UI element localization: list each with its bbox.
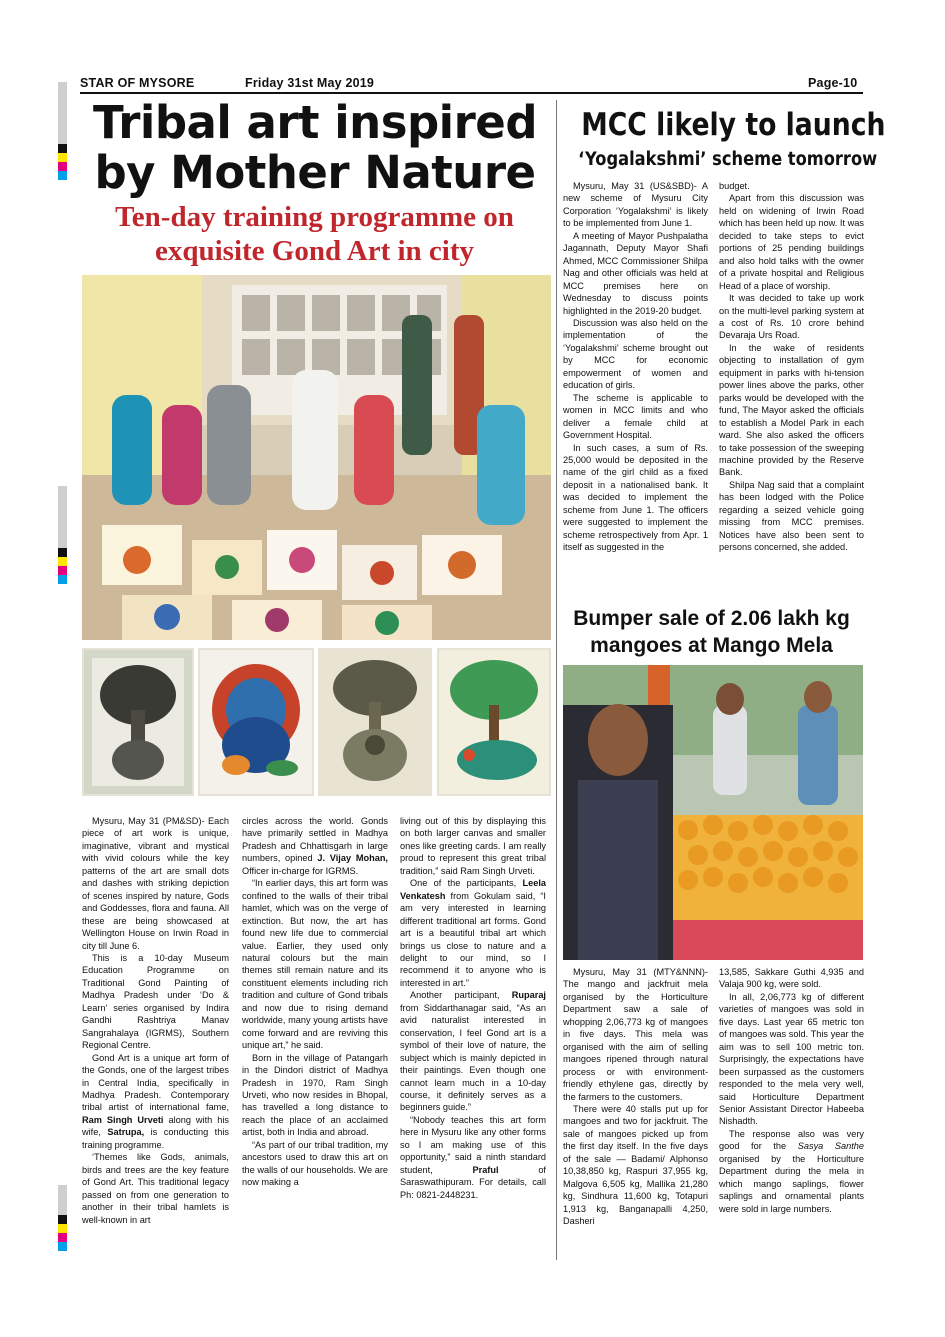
registration-band: [58, 82, 67, 144]
mango-mela-photo: [563, 665, 863, 960]
publication-name: STAR OF MYSORE: [80, 76, 195, 90]
page-number: Page-10: [808, 76, 858, 90]
gond-painting-1: [82, 648, 194, 796]
header-rule: [80, 92, 863, 94]
registration-band: [58, 486, 67, 548]
article1-column-2: circles across the world. Gonds have primarily settled in Madhya Pradesh and Chhattisgarh in large numbers, opined J. Vijay Mohan, Officer in-charge for IGRMS. “In earlier days, this art form was confined to the walls of their tribal hamlet, which was on the verge of extinction. But now, the art has found new life due to commercial value. Earlier, they used only natural colours but the main themes still remain nature and its constituent elements including rich tradition and culture of Gond tribals and now due to rising demand worldwide, many young artists have come forward and are reviving this unique art,” he said. Born in the village of Patangarh in the Dindori district of Madhya Pradesh in 1970, Ram Singh Urveti, who now resides in Bhopal, has travelled a long distance to reach the place of an acclaimed artist, both in India and abroad. “As part of our tribal tradition, my ancestors used to draw this art on the walls of our households. We are now making a: [242, 816, 388, 1188]
gond-painting-2: [198, 648, 314, 796]
article3-column-2: 13,585, Sakkare Guthi 4,935 and Valaja 900 kg, were sold. In all, 2,06,773 kg of different varieties of mangoes was sold in five days. Last year 65 metric ton of mangoes was sold. This year the aim was to sell 100 metric ton. Surprisingly, the expectations have been surpassed as the customers responded to the mela very well, said Horticulture Department Senior Assistant Director Habeeba Nishadth. The response also was very good for the Sasya Santhe organised by the Horticulture Department during the mela in which mango saplings, flower saplings and ornamental plants were sold in large numbers.: [719, 967, 864, 1214]
registration-mark: [58, 548, 67, 584]
article1-subhead: Ten-day training programme on exquisite Gond Art in city: [115, 201, 514, 267]
article1-column-1: Mysuru, May 31 (PM&SD)- Each piece of art work is unique, imaginative, vibrant and mystical with vivid colours while the key patterns of the art are small dots and dashes with striking depiction of scenes inspired by nature, Gods and Goddesses, flora and fauna. All these are being showcased at Wellington House on Irwin Road in city till June 6. This is a 10-day Museum Education Programme on Traditional Gond Painting of Madhya Pradesh under ‘Do & Learn’ series organised by Indira Gandhi Rashtriya Manav Sangrahalaya (IGRMS), Southern Regional Centre. Gond Art is a unique art form of the Gonds, one of the largest tribes in Central India, specifically in Madhya Pradesh. Contemporary tribal artist of international fame, Ram Singh Urveti along with his wife, Satrupa, is conducting this training programme. ‘Themes like Gods, animals, birds and trees are the key feature of Gond Art. This traditional legacy passed on from one generation to another in their tribal hamlets is well-known in art: [82, 816, 229, 1225]
article1-column-3: living out of this by displaying this on both larger canvas and smaller ones like greeting cards. I am really proud to represent this great tribal tradition,” said Ram Singh Urveti. One of the participants, Leela Venkatesh from Gokulam said, “I am very interested in learning different traditional art forms. Gond art is a beautiful tribal art which brings us close to nature and a delight to our mind, so I recommend it to anyone who is interested in art.” Another participant, Ruparaj from Siddarthanagar said, “As an avid naturalist interested in conservation, I feel Gond art is a symbol of their love of nature, the subject which is mainly depicted in their paintings. Even though one cannot learn much in a 10-day course, it definitely serves as a beginners guide.” “Nobody teaches this art form here in Mysuru like any other forms so I am making use of this opportunity,” said a ninth standard student, Praful of Saraswathipuram. For details, call Ph: 0821-2448231.: [400, 816, 546, 1200]
workshop-photo: [82, 275, 551, 640]
column-divider: [556, 100, 557, 1260]
issue-date: Friday 31st May 2019: [245, 76, 375, 90]
article2-headline: MCC likely to launch: [581, 107, 886, 143]
article2-subhead: ‘Yogalakshmi’ scheme tomorrow: [578, 149, 878, 170]
article1-headline: Tribal art inspired by Mother Nature: [92, 96, 538, 199]
gond-painting-4: [437, 648, 551, 796]
registration-band: [58, 1185, 67, 1215]
article2-column-2: budget. Apart from this discussion was held on widening of Irwin Road which has been held up now. It was decided to take steps to evict portions of 25 pending buildings and also hold talks with the owner of a private hospital and Religious Head of a place of worship. It was decided to take up work on the multi-level parking system at a cost of Rs. 10 crore behind Devaraja Urs Road. In the wake of residents objecting to installation of gym equipment in parks with hi-tension power lines above the parks, other parks would be developed with the fund, The Mayor asked the officials to establish a Model Park in each ward. She also asked the officers to take possession of the sweeping machine provided by the Reserve Bank. Shilpa Nag said that a complaint has been lodged with the Police regarding a seized vehicle going missing from MCC premises. Notices have also been sent to persons concerned, she added.: [719, 181, 864, 553]
gond-painting-3: [318, 648, 432, 796]
registration-mark: [58, 144, 67, 180]
article3-headline: Bumper sale of 2.06 lakh kg mangoes at Mango Mela: [573, 607, 850, 657]
article2-column-1: Mysuru, May 31 (US&SBD)- A new scheme of Mysuru City Corporation ‘Yogalakshmi’ is likely to be implemented from June 1. A meeting of Mayor Pushpalatha Jagannath, Deputy Mayor Shafi Ahmed, MCC Commissioner Shilpa Nag and other officials was held at MCC premises here on Wednesday to discuss points highlighted in the 2019-20 budget. Discussion was also held on the implementation of the ‘Yogalakshmi’ scheme brought out by MCC for economic empowerment of women and education of girls. The scheme is applicable to women in MCC limits and who deliver a female child at Government Hospital. In such cases, a sum of Rs. 25,000 would be deposited in the name of the girl child as a fixed deposit in a nationalised bank. It was decided to implement the scheme from June 1. The officers were suggested to implement the scheme retrospectively from Apr. 1 itself as suggested in the: [563, 181, 708, 553]
article3-column-1: Mysuru, May 31 (MTY&NNN)- The mango and jackfruit mela organised by the Horticulture Department saw a sale of whopping 2,06,773 kg of mangoes in five days. This mela was organised with the aim of selling mangoes ripened through natural process or with environment-friendly ethylene gas, directly by the farmers to the customers. There were 40 stalls put up for mangoes and two for jackfruit. The sale of mangoes picked up from the first day itself. In the five days of the sale — Badami/ Alphonso 10,38,850 kg, Raspuri 37,955 kg, Malgova 6,505 kg, Mallika 21,280 kg, Sindhura 11,600 kg, Totapuri 1,913 kg, Banganapalli 4,250, Dasheri: [563, 967, 708, 1227]
registration-mark: [58, 1215, 67, 1251]
